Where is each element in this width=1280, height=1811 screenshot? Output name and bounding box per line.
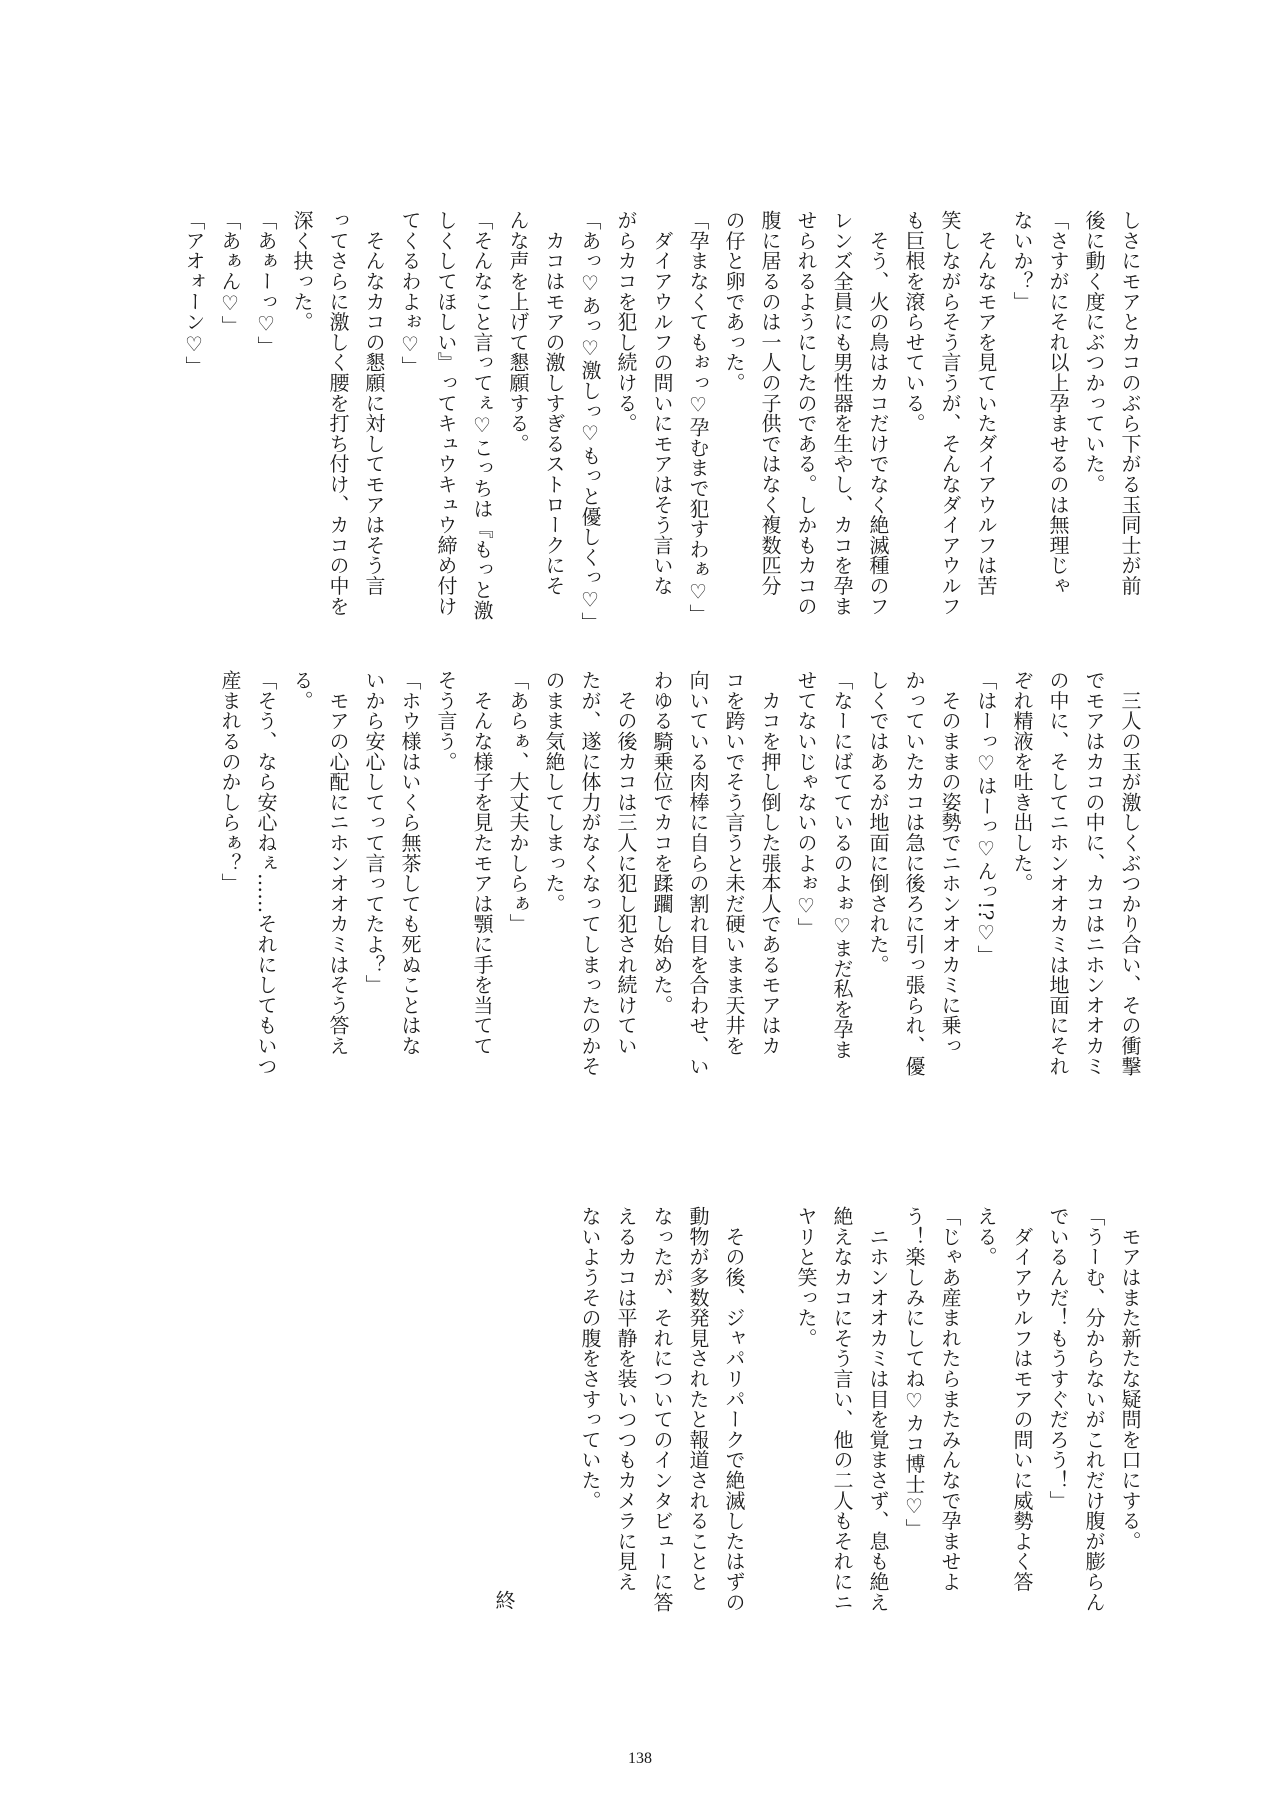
text-column: せてないじゃないのよぉ♡」 <box>794 670 818 938</box>
text-column: そう、火の鳥はカコだけでなく絶滅種のフ <box>866 210 890 616</box>
text-column: 三人の玉が激しくぶつかり合い、その衝撃 <box>1118 670 1142 1076</box>
text-column: そう言う。 <box>434 670 458 772</box>
text-block-top <box>176 210 1148 630</box>
text-column: てくるわよぉ♡」 <box>398 210 422 377</box>
text-column: そんな様子を見たモアは顎に手を当てて <box>470 670 494 1056</box>
text-block-middle <box>212 670 1148 1090</box>
text-column: る。 <box>290 670 314 711</box>
text-column: がらカコを犯し続ける。 <box>614 210 638 434</box>
text-column: モアはまた新たな疑問を口にする。 <box>1118 1206 1142 1552</box>
text-column: その後カコは三人に犯し犯され続けてい <box>614 670 638 1056</box>
text-column: 「じゃあ産まれたらまたみんなで孕ませよ <box>938 1206 962 1592</box>
text-column: も巨根を滾らせている。 <box>902 210 926 434</box>
text-column: 「あぁーっ♡」 <box>254 210 278 357</box>
text-column: せられるようにしたのである。しかもカコの <box>794 210 818 616</box>
text-column: 向いている肉棒に自らの割れ目を合わせ、い <box>686 670 710 1076</box>
text-column: 絶えなカコにそう言い、他の二人もそれにニ <box>830 1206 854 1612</box>
text-column: ニホンオオカミは目を覚まさず、息も絶え <box>866 1206 890 1612</box>
text-column: ぞれ精液を吐き出した。 <box>1010 670 1034 894</box>
text-column: しさにモアとカコのぶら下がる玉同士が前 <box>1118 210 1142 596</box>
text-column: 腹に居るのは一人の子供ではなく複数匹分 <box>758 210 782 596</box>
text-column: 産まれるのかしらぁ？」 <box>218 670 242 894</box>
text-column: ないか？」 <box>1010 210 1034 312</box>
text-column: たが、遂に体力がなくなってしまったのかそ <box>578 670 602 1076</box>
text-column: いから安心してって言ってたよ？」 <box>362 670 386 995</box>
text-column: の中に、そしてニホンオオカミは地面にそれ <box>1046 670 1070 1076</box>
text-column: んな声を上げて懇願する。 <box>506 210 530 454</box>
text-column: ダイアウルフの問いにモアはそう言いな <box>650 210 674 596</box>
text-column: 「あっ♡あっ♡激しっ♡もっと優しくっ♡」 <box>578 210 602 632</box>
text-column: カコはモアの激しすぎるストロークにそ <box>542 210 566 596</box>
text-column: わゆる騎乗位でカコを蹂躙し始めた。 <box>650 670 674 1016</box>
text-column: ってさらに激しく腰を打ち付け、カコの中を <box>326 210 350 616</box>
text-column: 「そう、なら安心ねぇ……それにしてもいつ <box>254 670 278 1076</box>
text-column: でいるんだ！もうすぐだろう！」 <box>1046 1206 1070 1511</box>
text-column: のまま気絶してしまった。 <box>542 670 566 914</box>
text-column: 「あらぁ、大丈夫かしらぁ」 <box>506 670 530 934</box>
text-column: う！楽しみにしてね♡カコ博士♡」 <box>902 1206 926 1539</box>
text-column: 笑しながらそう言うが、そんなダイアウルフ <box>938 210 962 616</box>
text-column: そのままの姿勢でニホンオオカミに乗っ <box>938 670 962 1056</box>
text-column: える。 <box>974 1206 998 1267</box>
text-column: ダイアウルフはモアの問いに威勢よく答 <box>1010 1206 1034 1592</box>
text-column: 「そんなこと言ってぇ♡こっちは『もっと激 <box>470 210 494 620</box>
text-column: 「はーっ♡はーっ♡んっ!?♡」 <box>974 670 998 966</box>
page-number: 138 <box>628 1750 652 1767</box>
text-column: コを跨いでそう言うと未だ硬いまま天井を <box>722 670 746 1056</box>
text-column: しくしてほしい』ってキュウキュウ締め付け <box>434 210 458 616</box>
text-column: カコを押し倒した張本人であるモアはカ <box>758 670 782 1056</box>
text-column: 「あぁん♡」 <box>218 210 242 336</box>
text-column: 「ホウ様はいくら無茶しても死ぬことはな <box>398 670 422 1056</box>
text-column: レンズ全員にも男性器を生やし、カコを孕ま <box>830 210 854 616</box>
text-column: 動物が多数発見されたと報道されることと <box>686 1206 710 1592</box>
text-column: 深く抉った。 <box>290 210 314 332</box>
text-column: 「なーにばてているのよぉ♡まだ私を孕ま <box>830 670 854 1060</box>
text-column: そんなモアを見ていたダイアウルフは苦 <box>974 210 998 596</box>
text-column: 後に動く度にぶつかっていた。 <box>1082 210 1106 495</box>
end-mark: 終 <box>492 1590 516 1610</box>
text-block-bottom <box>572 1206 1148 1626</box>
text-column: なったが、それについてのインタビューに答 <box>650 1206 674 1612</box>
text-column: その後、ジャパリパークで絶滅したはずの <box>722 1206 746 1612</box>
text-column: 「さすがにそれ以上孕ませるのは無理じゃ <box>1046 210 1070 596</box>
text-column: ヤリと笑った。 <box>794 1206 818 1349</box>
text-column: しくではあるが地面に倒された。 <box>866 670 890 975</box>
text-column: でモアはカコの中に、カコはニホンオオカミ <box>1082 670 1106 1076</box>
text-column: かっていたカコは急に後ろに引っ張られ、優 <box>902 670 926 1076</box>
text-column: えるカコは平静を装いつつもカメラに見え <box>614 1206 638 1592</box>
text-column: の仔と卵であった。 <box>722 210 746 393</box>
text-column: 「うーむ、分からないがこれだけ腹が膨らん <box>1082 1206 1106 1612</box>
text-column: ないようその腹をさすっていた。 <box>578 1206 602 1511</box>
text-column: 「孕まなくてもぉっ♡孕むまで犯すわぁ♡」 <box>686 210 710 624</box>
text-column <box>752 1206 788 1626</box>
text-column: モアの心配にニホンオオカミはそう答え <box>326 670 350 1056</box>
text-column: 「アオォーン♡」 <box>182 210 206 377</box>
text-column: そんなカコの懇願に対してモアはそう言 <box>362 210 386 596</box>
